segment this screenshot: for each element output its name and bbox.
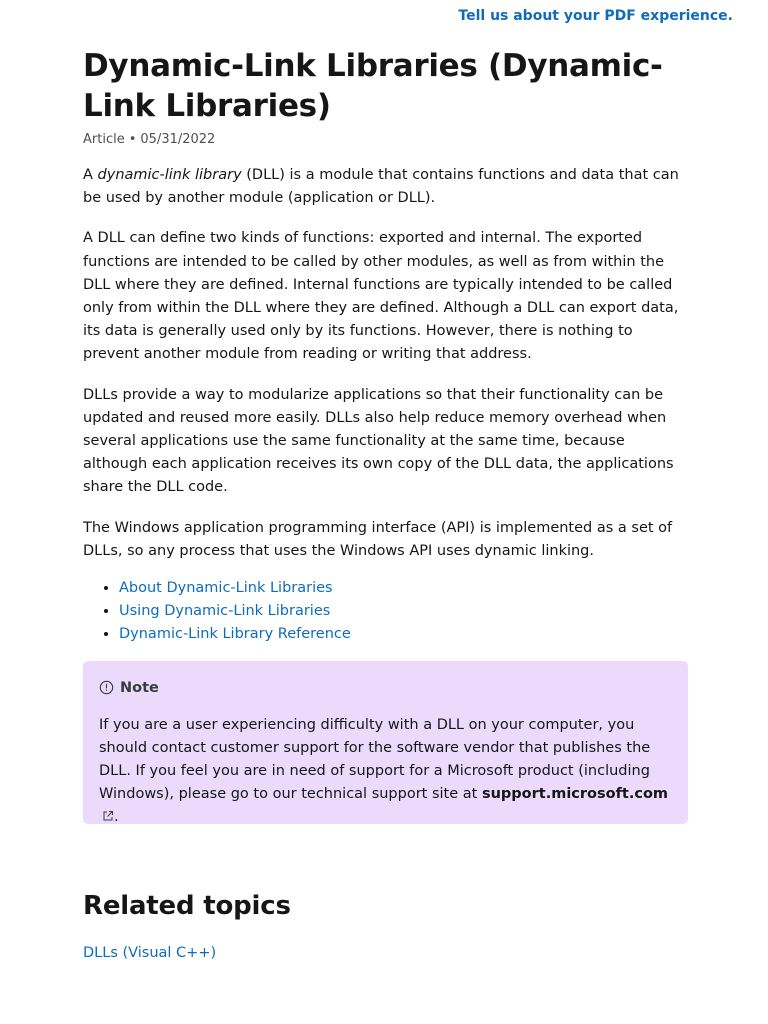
- api-paragraph: The Windows application programming interface (API) is implemented as a set of DLLs, so any process that uses the Windows API uses dynamic linking.: [83, 519, 673, 559]
- article-content: [83, 46, 688, 964]
- meta-separator: •: [128, 132, 137, 147]
- intro-prefix: A: [83, 167, 98, 183]
- note-title: Note: [120, 679, 159, 696]
- functions-paragraph: A DLL can define two kinds of functions: exported and internal. The exported functions are intended to be called by other modules, as well as from within the DLL where they are defined. Internal functions are typically intended to be called only from within the DLL where they are defined. Although a DLL can export data, its data is generally used only by its functions. However, there is nothing to prevent another module from reading or writing that address.: [83, 230, 679, 363]
- note-body-text: If you are a user experiencing difficulty with a DLL on your computer, you should contact customer support for the software vendor that publishes the DLL. If you feel you are in need of support for a Microsoft product (including Windows), please go to our technical support site at: [99, 716, 651, 803]
- using-dll-link[interactable]: Using Dynamic-Link Libraries: [119, 603, 331, 620]
- pdf-feedback-link[interactable]: Tell us about your PDF experience.: [458, 8, 733, 24]
- note-header: [99, 677, 672, 699]
- list-item: [119, 623, 688, 646]
- article-meta: [83, 130, 688, 150]
- topic-links-list: [83, 577, 688, 647]
- related-links: [83, 942, 688, 964]
- intro-term: dynamic-link library: [97, 167, 242, 183]
- intro-suffix: (DLL) is a module that contains functions and data that can be used by another module (application or DLL).: [83, 167, 679, 207]
- note-body-suffix: .: [114, 809, 119, 826]
- meta-type: Article: [83, 132, 125, 147]
- page-title: Dynamic-Link Libraries (Dynamic-Link Libraries): [83, 48, 663, 124]
- info-icon: [99, 680, 114, 695]
- related-topics-heading: Related topics: [83, 890, 291, 921]
- list-item: [119, 577, 688, 600]
- list-item: [119, 600, 688, 623]
- support-link-text[interactable]: support.microsoft.com: [481, 786, 669, 803]
- modularize-paragraph: DLLs provide a way to modularize applications so that their functionality can be updated and reused more easily. DLLs also help reduce memory overhead when several applications use the same functionality at the same time, because although each application receives its own copy of the DLL data, the applications share the DLL code.: [83, 386, 674, 496]
- dll-reference-link[interactable]: Dynamic-Link Library Reference: [119, 626, 351, 643]
- note-body: [99, 714, 672, 830]
- meta-date: 05/31/2022: [140, 132, 216, 147]
- dlls-visual-cpp-link[interactable]: DLLs (Visual C++): [83, 944, 217, 961]
- note-callout: [83, 661, 688, 824]
- about-dll-link[interactable]: About Dynamic-Link Libraries: [119, 580, 333, 597]
- intro-paragraph: [83, 164, 688, 210]
- external-link-icon: [102, 807, 114, 819]
